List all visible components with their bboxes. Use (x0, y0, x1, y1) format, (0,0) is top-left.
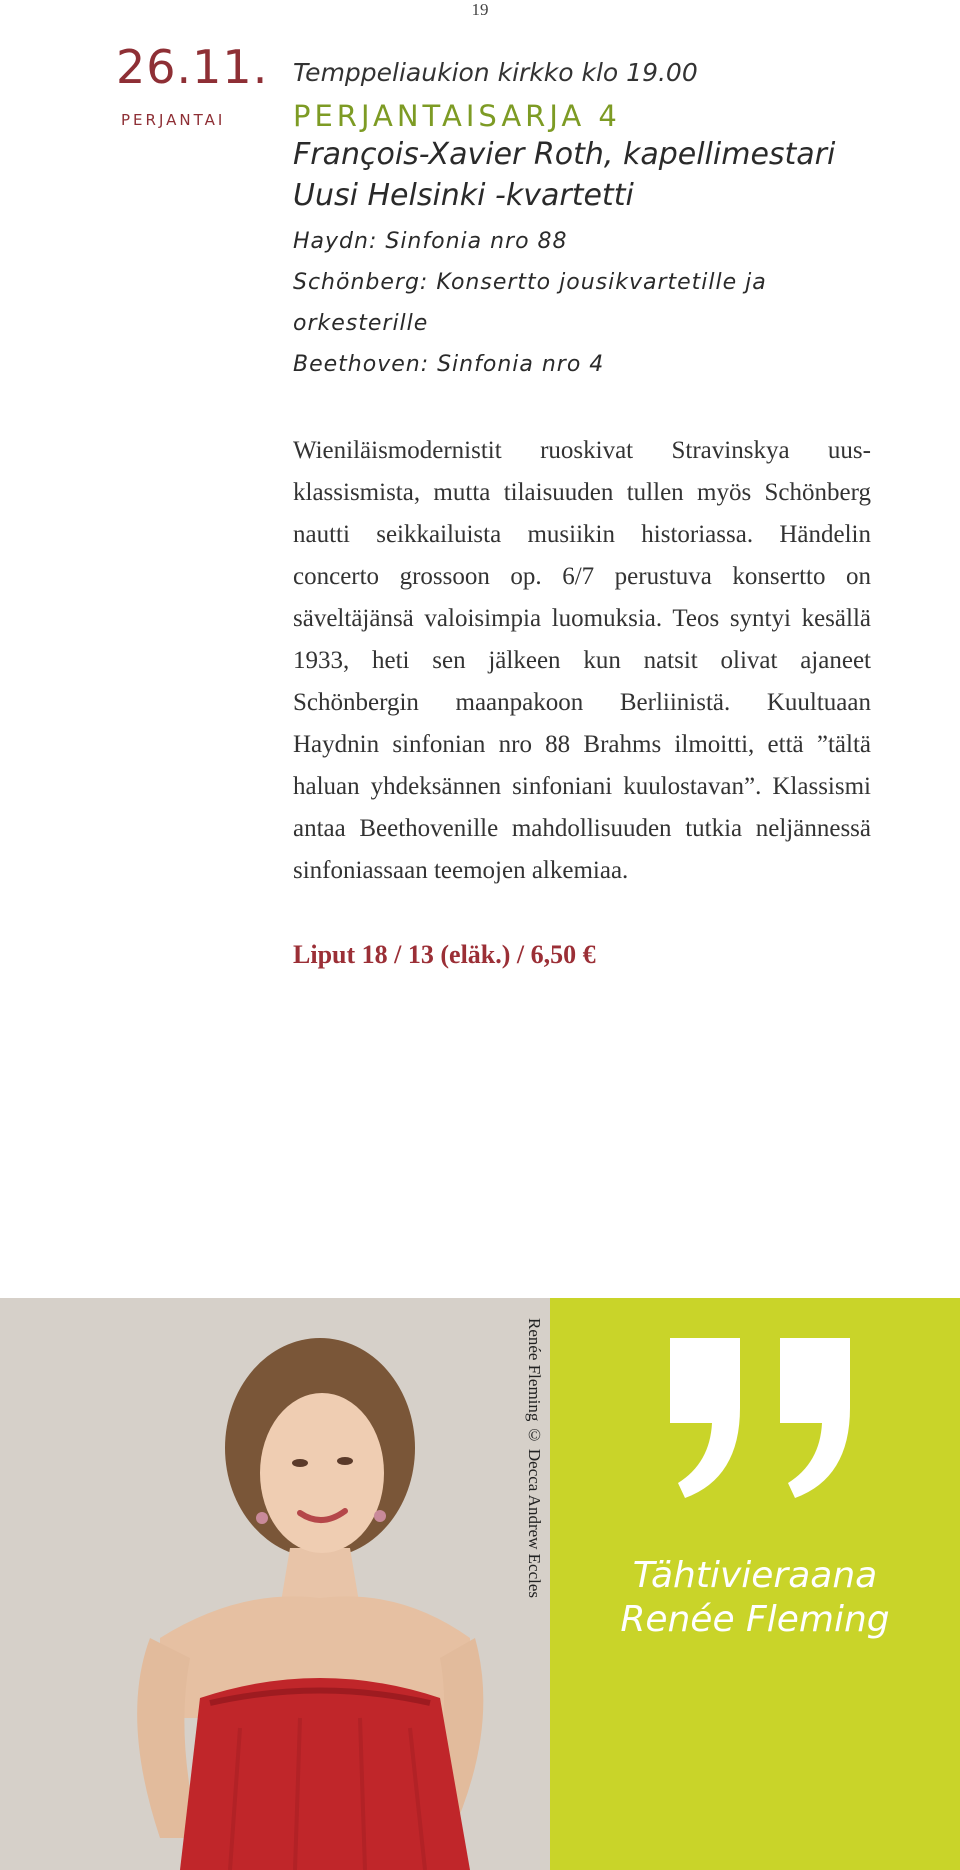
ticket-prices: Liput 18 / 13 (eläk.) / 6,50 € (293, 940, 596, 969)
program-item: Beethoven: Sinfonia nro 4 (293, 352, 605, 377)
program-item: Schönberg: Konsertto jousikvartetille ja (293, 270, 767, 295)
performer-conductor: François-Xavier Roth, kapellimestari (293, 137, 836, 172)
photo-credit: Renée Fleming © Decca Andrew Eccles (525, 1318, 544, 1599)
event-venue: Temppeliaukion kirkko klo 19.00 (293, 58, 698, 87)
event-description: Wieniläismodernistit ruoskivat Stravinskya uusklassismista, mutta tilaisuuden tullen myös Schönberg nautti seikkailuista musiikin historiassa. Händelin concerto grossoon op. 6/7 perustuva konsertto on säveltäjänsä valoisimpia luomuksia. Teos syntyi kesällä 1933, heti sen jälkeen kun natsit olivat ajaneet Schönbergin maanpakoon Berliinistä. Kuultuaan Haydnin sinfonian nro 88 Brahms ilmoitti, että ”tältä haluan yhdeksännen sinfoniani kuulostavan”. Klassismi antaa Beethovenille mahdollisuuden tutkia neljännessä sinfoniassaan teemojen alkemiaa. (293, 437, 871, 884)
feature-title: Tähtivieraana (632, 1555, 878, 1596)
program-item: Haydn: Sinfonia nro 88 (293, 229, 568, 254)
performer-ensemble: Uusi Helsinki -kvartetti (293, 178, 634, 213)
event-weekday: PERJANTAI (121, 111, 226, 129)
event-date: 26.11. (116, 40, 269, 94)
feature-artist: Renée Fleming (620, 1599, 890, 1640)
page-number: 19 (471, 0, 489, 19)
program-item: orkesterille (293, 311, 429, 336)
closing-quote-icon (670, 1338, 860, 1502)
feature-panel (550, 1298, 960, 1870)
artist-photo (0, 1298, 550, 1870)
event-series: PERJANTAISARJA 4 (293, 99, 621, 133)
